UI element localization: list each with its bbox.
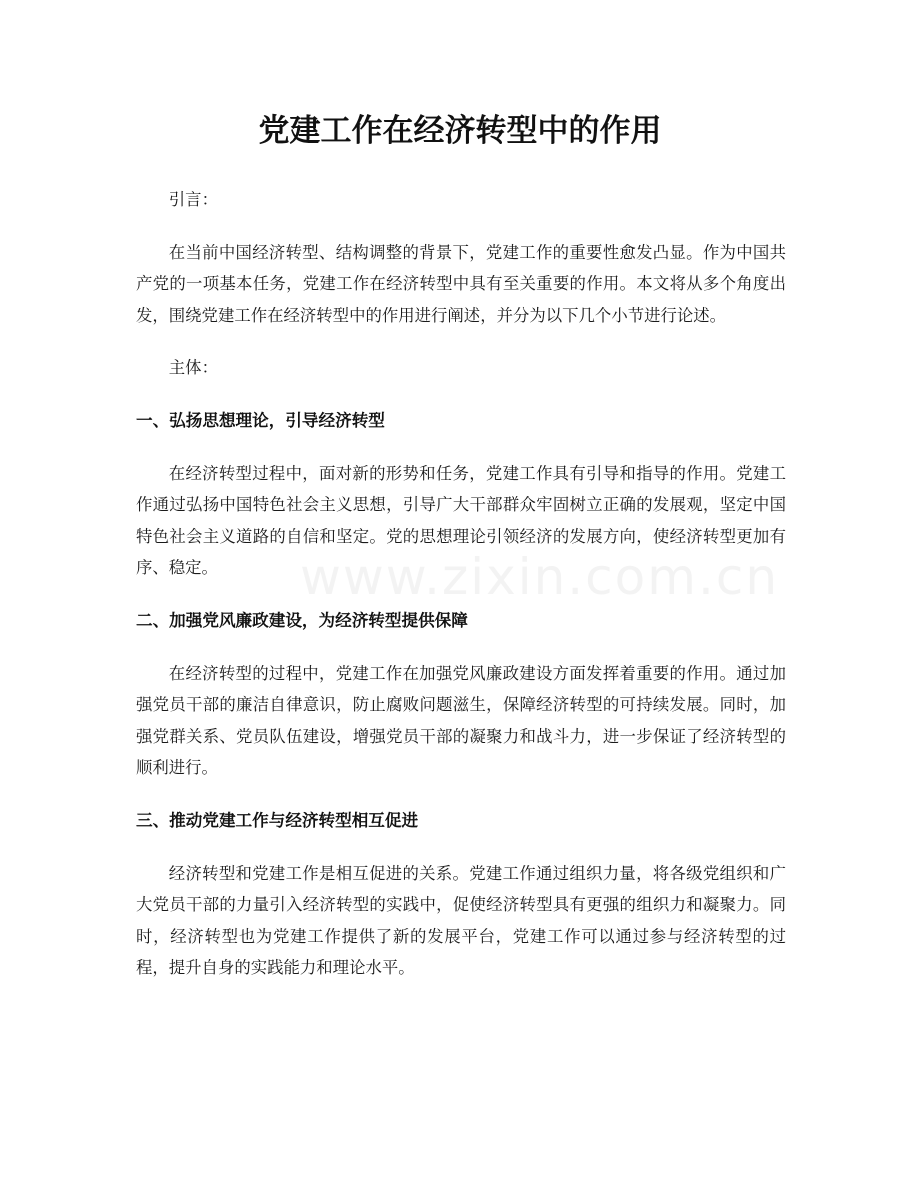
section-1-heading: 一、弘扬思想理论，引导经济转型	[136, 410, 385, 430]
section-3-paragraph: 经济转型和党建工作是相互促进的关系。党建工作通过组织力量，将各级党组织和广大党员干部的力量引入经济转型的实践中，促使经济转型具有更强的组织力和凝聚力。同时，经济转型也为党建工作提供了新的发展平台，党建工作可以通过参与经济转型的过程，提升自身的实践能力和理论水平。	[136, 863, 786, 978]
body-label: 主体：	[168, 358, 218, 378]
section-3-heading: 三、推动党建工作与经济转型相互促进	[136, 810, 419, 830]
document-body	[136, 184, 786, 984]
watermark: www.zixin.com.cn	[300, 548, 780, 606]
section-2-heading: 二、加强党风廉政建设，为经济转型提供保障	[136, 610, 468, 630]
document-title: 党建工作在经济转型中的作用	[258, 113, 662, 149]
intro-label: 引言：	[168, 190, 218, 209]
intro-paragraph: 在当前中国经济转型、结构调整的背景下，党建工作的重要性愈发凸显。作为中国共产党的一项基本任务，党建工作在经济转型中具有至关重要的作用。本文将从多个角度出发，围绕党建工作在经济转型中的作用进行阐述，并分为以下几个小节进行论述。	[136, 242, 786, 325]
section-2-paragraph: 在经济转型的过程中，党建工作在加强党风廉政建设方面发挥着重要的作用。通过加强党员干部的廉洁自律意识，防止腐败问题滋生，保障经济转型的可持续发展。同时，加强党群关系、党员队伍建设，增强党员干部的凝聚力和战斗力，进一步保证了经济转型的顺利进行。	[136, 663, 786, 778]
section-1-paragraph: 在经济转型过程中，面对新的形势和任务，党建工作具有引导和指导的作用。党建工作通过弘扬中国特色社会主义思想，引导广大干部群众牢固树立正确的发展观，坚定中国特色社会主义道路的自信和坚定。党的思想理论引领经济的发展方向，使经济转型更加有序、稳定。	[136, 463, 786, 578]
